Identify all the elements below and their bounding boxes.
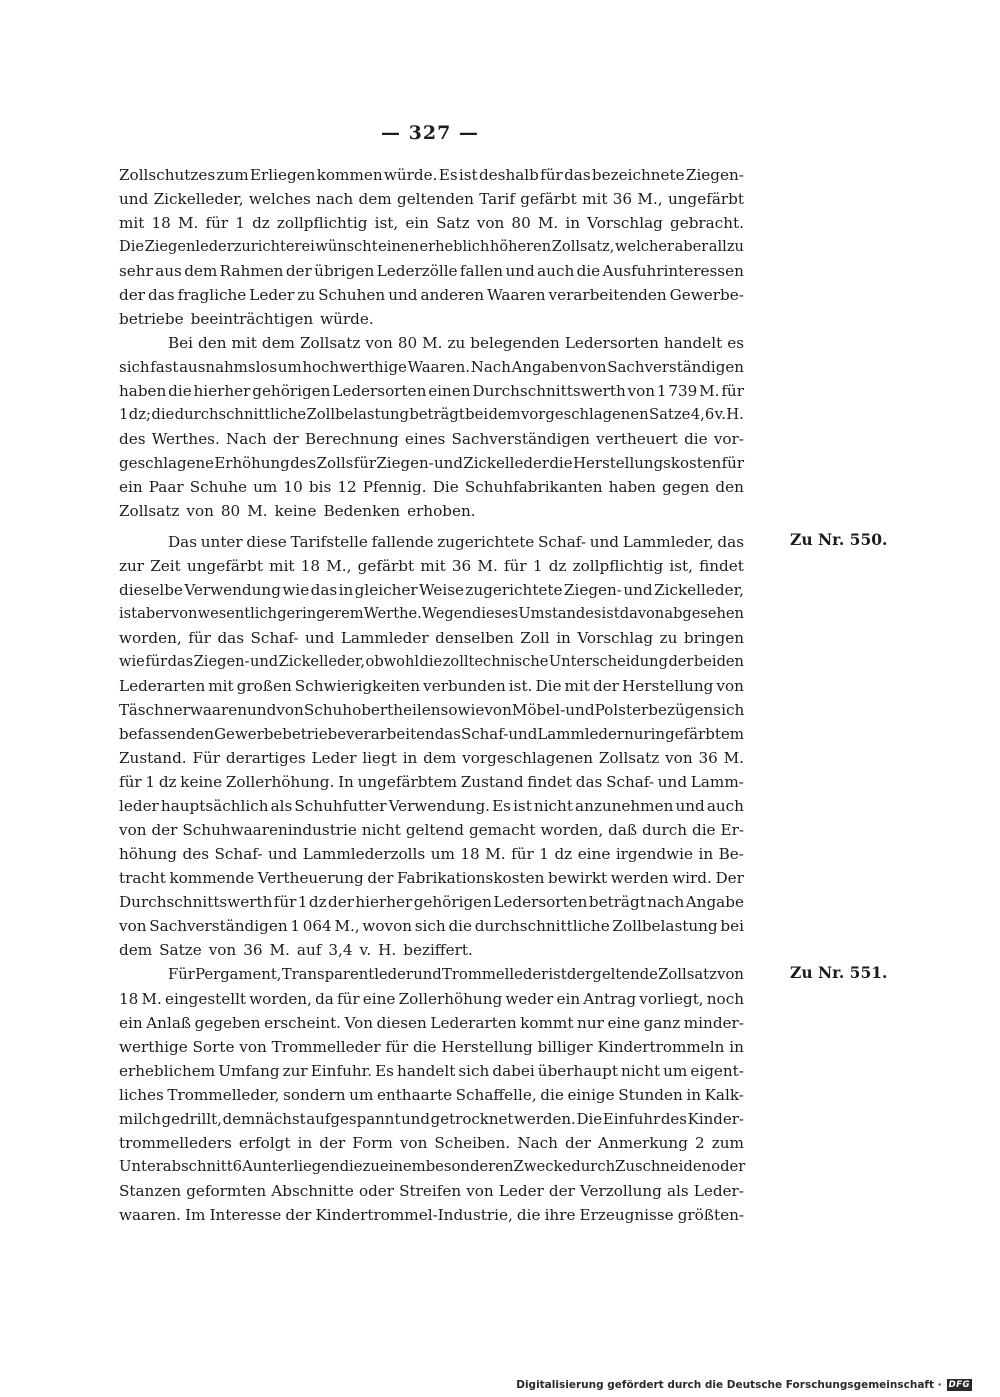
text-line: Zollsatz von 80 M. keine Bedenken erhoben. (119, 502, 476, 520)
text-line: geschlagene Erhöhung des Zolls für Ziegen- und Zickelleder die Herstellungskosten für (119, 454, 744, 472)
footer-text: Digitalisierung gefördert durch die Deutsche Forschungsgemeinschaft · (516, 1379, 942, 1391)
text-line: leder hauptsächlich als Schuhfutter Verwendung. Es ist nicht anzunehmen und auch (119, 797, 744, 815)
text-line: ein Anlaß gegeben erscheint. Von diesen Lederarten kommt nur eine ganz minder- (119, 1014, 744, 1032)
text-line: der das fragliche Leder zu Schuhen und anderen Waaren verarbeitenden Gewerbe- (119, 286, 744, 304)
text-line: Die Ziegenlederzurichterei wünscht einen erheblich höheren Zollsatz, welcher aber allzu (119, 238, 744, 255)
text-line: Zollschutzes zum Erliegen kommen würde. Es ist deshalb für das bezeichnete Ziegen- (119, 166, 744, 184)
paragraph-block-zu-nr-550 (119, 530, 744, 962)
text-line: ist aber von wesentlich geringerem Werthe. Wegen dieses Umstandes ist davon abgesehen (119, 605, 744, 622)
text-line: dem Satze von 36 M. auf 3,4 v. H. beziffert. (119, 941, 473, 959)
footer-credit (516, 1379, 972, 1391)
text-line: für 1 dz keine Zollerhöhung. In ungefärbtem Zustand findet das Schaf- und Lamm- (119, 773, 744, 791)
text-line: haben die hierher gehörigen Ledersorten einen Durchschnittswerth von 1 739 M. für (119, 382, 744, 400)
text-line: wie für das Ziegen- und Zickelleder, obwohl die zolltechnische Unterscheidung der beiden (119, 653, 744, 670)
paragraph-block-1 (119, 163, 744, 523)
text-line: sich fast ausnahmslos um hochwerthige Waaren. Nach Angaben von Sachverständigen (119, 358, 744, 376)
text-line: und Zickelleder, welches nach dem geltenden Tarif gefärbt mit 36 M., ungefärbt (119, 190, 744, 208)
text-line: sehr aus dem Rahmen der übrigen Lederzölle fallen und auch die Ausfuhrinteressen (119, 262, 744, 280)
text-line: mit 18 M. für 1 dz zollpflichtig ist, ein Satz von 80 M. in Vorschlag gebracht. (119, 214, 744, 232)
text-line: Das unter diese Tarifstelle fallende zugerichtete Schaf- und Lammleder, das (168, 533, 744, 551)
text-line: Bei den mit dem Zollsatz von 80 M. zu belegenden Ledersorten handelt es (168, 334, 744, 352)
text-line: milch gedrillt, demnächst aufgespannt und getrocknet werden. Die Einfuhr des Kinder- (119, 1110, 744, 1128)
text-line: des Werthes. Nach der Berechnung eines Sachverständigen vertheuert die vor- (119, 430, 744, 448)
text-line: dieselbe Verwendung wie das in gleicher Weise zugerichtete Ziegen- und Zickelleder, (119, 581, 744, 599)
text-line: zur Zeit ungefärbt mit 18 M., gefärbt mit 36 M. für 1 dz zollpflichtig ist, findet (119, 557, 744, 575)
text-line: Für Pergament, Transparentleder und Trommelleder ist der geltende Zollsatz von (168, 966, 744, 983)
text-line: betriebe beeinträchtigen würde. (119, 310, 374, 328)
text-line: werthige Sorte von Trommelleder für die Herstellung billiger Kindertrommeln in (119, 1038, 744, 1056)
text-line: liches Trommelleder, sondern um enthaarte Schaffelle, die einige Stunden in Kalk- (119, 1086, 744, 1104)
text-line: Täschnerwaaren und von Schuhobertheilen sowie von Möbel- und Polsterbezügen sich (119, 701, 745, 719)
text-line: von der Schuhwaarenindustrie nicht geltend gemacht worden, daß durch die Er- (119, 821, 744, 839)
text-line: ein Paar Schuhe um 10 bis 12 Pfennig. Die Schuhfabrikanten haben gegen den (119, 478, 744, 496)
text-line: befassenden Gewerbebetriebe verarbeiten das Schaf- und Lammleder nur in gefärbtem (119, 725, 744, 743)
sidenote-zu-nr-551: Zu Nr. 551. (790, 963, 888, 982)
dfg-logo-icon: DFG (948, 1380, 970, 1390)
sidenote-zu-nr-550: Zu Nr. 550. (790, 530, 888, 549)
text-line: höhung des Schaf- und Lammlederzolls um 18 M. für 1 dz eine irgendwie in Be- (119, 845, 744, 863)
text-line: Zustand. Für derartiges Leder liegt in dem vorgeschlagenen Zollsatz von 36 M. (119, 749, 744, 767)
text-line: Unterabschnitt 6 A unterliegen die zu einem besonderen Zwecke durch Zuschneiden oder (119, 1158, 746, 1175)
text-line: worden, für das Schaf- und Lammleder denselben Zoll in Vorschlag zu bringen (119, 629, 744, 647)
text-line: trommelleders erfolgt in der Form von Scheiben. Nach der Anmerkung 2 zum (119, 1134, 744, 1152)
text-line: 18 M. eingestellt worden, da für eine Zollerhöhung weder ein Antrag vorliegt, noch (119, 990, 744, 1008)
paragraph-block-zu-nr-551 (119, 963, 744, 1227)
text-line: 1 dz; die durchschnittliche Zollbelastung beträgt bei dem vorgeschlagenen Satze 4,6 v. H. (119, 406, 744, 423)
text-line: erheblichem Umfang zur Einfuhr. Es handelt sich dabei überhaupt nicht um eigent- (119, 1062, 744, 1080)
text-line: Lederarten mit großen Schwierigkeiten verbunden ist. Die mit der Herstellung von (119, 677, 744, 695)
text-line: Stanzen geformten Abschnitte oder Streifen von Leder der Verzollung als Leder- (119, 1182, 744, 1200)
text-line: tracht kommende Vertheuerung der Fabrikationskosten bewirkt werden wird. Der (119, 869, 744, 887)
page-number: — 327 — (381, 122, 479, 144)
text-line: von Sachverständigen 1 064 M., wovon sich die durchschnittliche Zollbelastung bei (119, 917, 744, 935)
text-line: Durchschnittswerth für 1 dz der hierher gehörigen Ledersorten beträgt nach Angabe (119, 893, 744, 911)
text-line: waaren. Im Interesse der Kindertrommel-Industrie, die ihre Erzeugnisse größten- (119, 1206, 744, 1224)
